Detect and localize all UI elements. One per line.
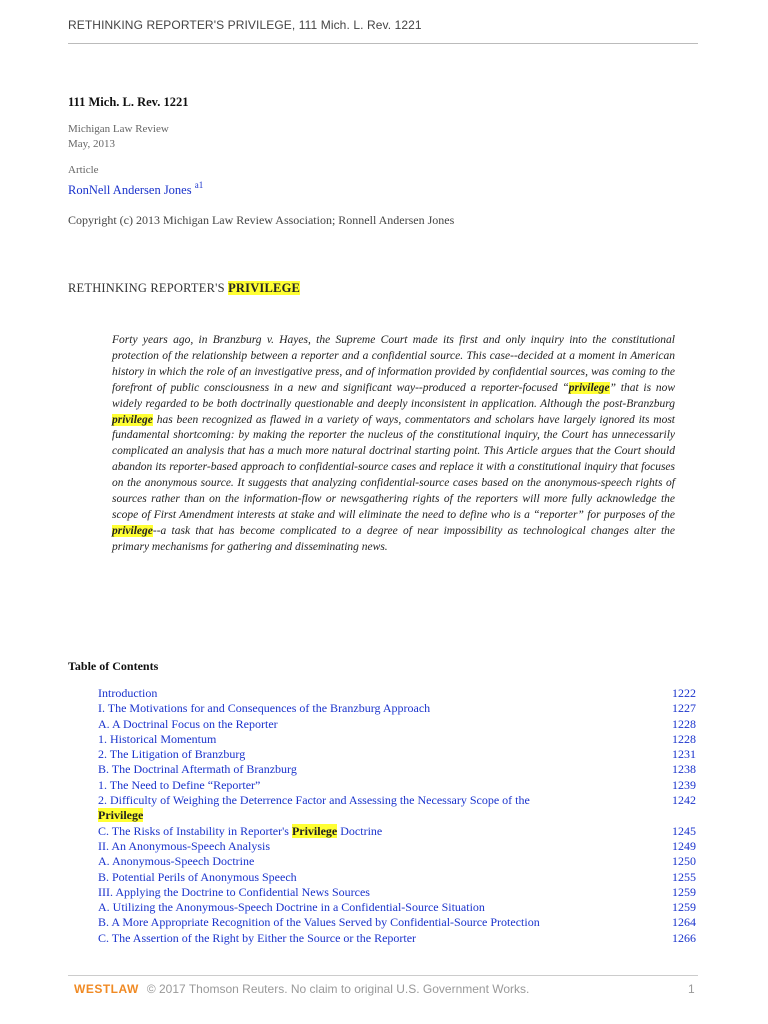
abstract-highlight-3: privilege <box>112 524 153 537</box>
abstract-part-1: Forty years ago, in Branzburg v. Hayes, the Supreme Court made its first and only inquiry into the constitutional protection of the relationship between a reporter and a confidential source. This case--decided at a moment in American history in which the role of an investigative press, and of information provided by confidential sources, was coming to the forefront of public consciousness in a new and significant way--produced a reporter-focused “ <box>112 334 675 394</box>
toc-item-label[interactable]: C. The Assertion of the Right by Either the Source or the Reporter <box>98 930 417 945</box>
toc-item-label[interactable]: B. Potential Perils of Anonymous Speech <box>98 869 297 884</box>
title-highlight: PRIVILEGE <box>228 281 301 295</box>
abstract-highlight-2: privilege <box>112 413 153 426</box>
toc-item-label[interactable] <box>98 824 618 839</box>
toc-item[interactable] <box>98 762 696 777</box>
toc-item-page[interactable]: 1259 <box>672 900 696 915</box>
toc-item-label[interactable] <box>98 793 618 824</box>
abstract <box>112 333 675 556</box>
toc-item[interactable] <box>98 885 696 900</box>
toc-item[interactable] <box>98 793 696 824</box>
table-of-contents <box>98 686 696 946</box>
footer-divider <box>68 975 698 976</box>
toc-item-page[interactable]: 1222 <box>672 686 696 700</box>
toc-item[interactable] <box>98 701 696 716</box>
article-title <box>68 281 300 296</box>
title-prefix: RETHINKING REPORTER'S <box>68 281 229 295</box>
toc-item-page[interactable]: 1238 <box>672 762 696 777</box>
toc-item[interactable] <box>98 717 696 732</box>
journal-info <box>68 122 169 152</box>
toc-item-label-highlight[interactable]: Privilege <box>98 808 144 823</box>
toc-item-page[interactable]: 1231 <box>672 747 696 762</box>
toc-item-label[interactable]: B. A More Appropriate Recognition of the Values Served by Confidential-Source Protection <box>98 915 540 930</box>
westlaw-logo: WESTLAW <box>74 982 139 996</box>
toc-item-page[interactable]: 1255 <box>672 869 696 884</box>
toc-item-label-after[interactable]: Doctrine <box>337 823 383 838</box>
toc-item-page[interactable]: 1259 <box>672 884 696 899</box>
author-link[interactable] <box>68 181 203 198</box>
toc-item[interactable] <box>98 900 696 915</box>
toc-item-label[interactable]: 2. The Litigation of Branzburg <box>98 747 246 762</box>
toc-item-page[interactable]: 1228 <box>672 731 696 746</box>
copyright-notice: Copyright (c) 2013 Michigan Law Review Association; Ronnell Andersen Jones <box>68 213 455 227</box>
toc-item-label-text[interactable]: 2. Difficulty of Weighing the Deterrence Factor and Assessing the Necessary Scope of the <box>98 793 530 808</box>
toc-heading: Table of Contents <box>68 659 159 673</box>
toc-item-page[interactable]: 1266 <box>672 930 696 945</box>
header-divider <box>68 43 698 44</box>
toc-item[interactable] <box>98 915 696 930</box>
toc-item-page[interactable]: 1239 <box>672 777 696 792</box>
toc-item-page[interactable]: 1264 <box>672 915 696 930</box>
toc-item-label[interactable]: B. The Doctrinal Aftermath of Branzburg <box>98 762 297 777</box>
toc-item-page[interactable]: 1227 <box>672 701 696 716</box>
article-type-label: Article <box>68 164 99 176</box>
running-header: RETHINKING REPORTER'S PRIVILEGE, 111 Mich. L. Rev. 1221 <box>68 18 422 32</box>
journal-name: Michigan Law Review <box>68 123 169 135</box>
toc-item[interactable] <box>98 686 696 701</box>
toc-item-page[interactable]: 1245 <box>672 823 696 838</box>
toc-item-page[interactable]: 1250 <box>672 854 696 869</box>
toc-item[interactable] <box>98 778 696 793</box>
toc-item[interactable] <box>98 854 696 869</box>
author-name[interactable]: RonNell Andersen Jones <box>68 183 192 198</box>
toc-item-page[interactable]: 1242 <box>672 793 696 808</box>
author-footnote-link[interactable]: a1 <box>194 180 204 190</box>
toc-item-page[interactable]: 1249 <box>672 838 696 853</box>
toc-item-label[interactable]: 1. Historical Momentum <box>98 731 217 746</box>
toc-item[interactable] <box>98 732 696 747</box>
footer <box>74 982 529 996</box>
toc-item-label[interactable]: A. Anonymous-Speech Doctrine <box>98 854 255 869</box>
footer-notice: © 2017 Thomson Reuters. No claim to original U.S. Government Works. <box>146 982 530 996</box>
toc-item-label[interactable]: III. Applying the Doctrine to Confidential News Sources <box>98 884 370 899</box>
toc-item-label[interactable]: Introduction <box>98 686 158 700</box>
toc-item[interactable] <box>98 839 696 854</box>
toc-item-page[interactable]: 1228 <box>672 716 696 731</box>
abstract-part-4: --a task that has become complicated to a degree of near impossibility as technological changes alter the primary mechanisms for gathering and disseminating news. <box>112 524 675 553</box>
abstract-part-3: has been recognized as flawed in a variety of ways, commentators and scholars have largely ignored its most fundamental shortcoming: by making the reporter the nucleus of the constitutional inquiry, the Court has unnecessarily complicated an analysis that has a much more natural doctrinal starting point. This Article argues that the Court should abandon its reporter-based approach to confidential-source cases and replace it with a constitutional inquiry that focuses on the anonymous source. It suggests that analyzing confidential-source cases based on the anonymous-speech rights of sources rather than on the information-flow or newsgathering rights of the reporters will more fully acknowledge the scope of First Amendment interests at stake and will eliminate the need to define who is a “reporter” for purposes of the <box>112 413 675 521</box>
toc-item-label[interactable]: I. The Motivations for and Consequences of the Branzburg Approach <box>98 701 431 716</box>
toc-item[interactable] <box>98 747 696 762</box>
toc-item-label[interactable]: A. Utilizing the Anonymous-Speech Doctrine in a Confidential-Source Situation <box>98 900 485 915</box>
page-number: 1 <box>688 982 695 996</box>
toc-item[interactable] <box>98 824 696 839</box>
publication-date: May, 2013 <box>68 138 115 150</box>
abstract-highlight-1: privilege <box>568 381 610 394</box>
toc-item-label[interactable]: 1. The Need to Define “Reporter” <box>98 777 261 792</box>
toc-item[interactable] <box>98 931 696 946</box>
toc-item-label[interactable]: II. An Anonymous-Speech Analysis <box>98 838 270 853</box>
abstract-part-2: ” that is now widely regarded to be both doctrinally questionable and deeply inconsistent in application. Although the post-Branzburg <box>112 381 675 410</box>
toc-item-label-highlight[interactable]: Privilege <box>291 823 338 838</box>
citation: 111 Mich. L. Rev. 1221 <box>68 95 189 109</box>
toc-item[interactable] <box>98 870 696 885</box>
toc-item-label[interactable]: A. A Doctrinal Focus on the Reporter <box>98 716 278 731</box>
toc-item-label-text[interactable]: C. The Risks of Instability in Reporter's <box>98 823 292 838</box>
